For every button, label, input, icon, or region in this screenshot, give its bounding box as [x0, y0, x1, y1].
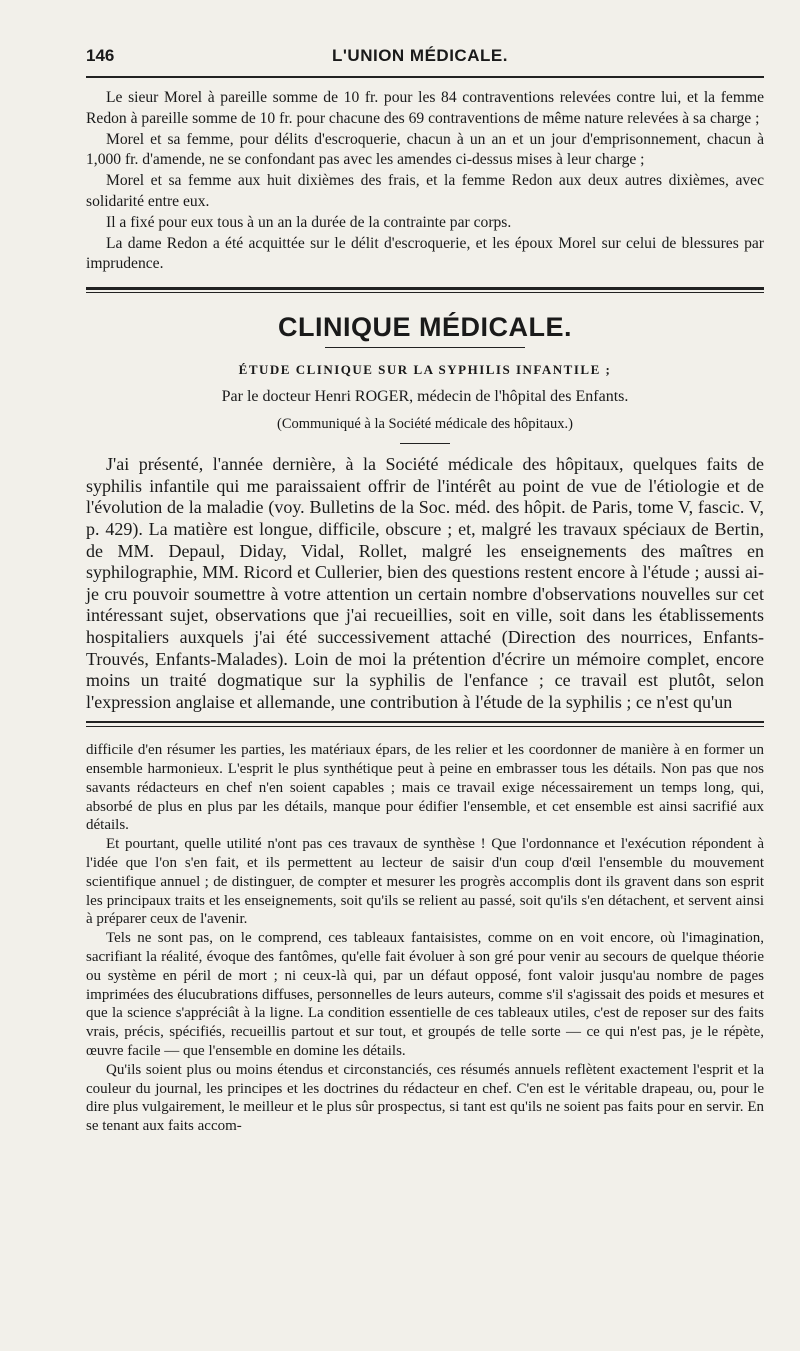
paragraph: J'ai présenté, l'année dernière, à la Société médicale des hôpitaux, quelques faits de syphilis infantile qui me paraissaient offrir de l'intérêt au point de vue de l'étiologie et de l'évolution de la maladie (voy. Bulletins de la Soc. méd. des hôpit. de Paris, tome V, fascic. V, p. 429). La matière est longue, difficile, obscure ; et, malgré les travaux spéciaux de Bertin, de MM. Depaul, Diday, Vidal, Rollet, malgré les enseignements des maîtres en syphilographie, MM. Ricord et Cullerier, bien des questions restent encore à l'étude ; aussi ai-je cru pouvoir soumettre à votre attention un certain nombre d'observations nouvelles sur cet intéressant sujet, observations que j'ai recueillies, soit en ville, soit dans les établissements hospitaliers auxquels j'ai été successivement attaché (Direction des nourrices, Enfants-Trouvés, Enfants-Malades). Loin de moi la prétention d'écrire un mémoire complet, encore moins un traité dogmatique sur la syphilis de l'enfance ; ce travail est plutôt, selon l'expression anglaise et allemande, une contribution à l'étude de la syphilis ; ce n'est qu'un — [86, 454, 764, 712]
feuilleton-text — [86, 741, 764, 1136]
page-number: 146 — [86, 46, 115, 65]
paragraph: difficile d'en résumer les parties, les matériaux épars, de les relier et les coordonner de manière à en former un ensemble harmonieux. L'esprit le plus synthétique peut à peine en embrasser tous les détails. Non pas que nos savants rédacteurs en chef n'en soient capables ; mais ce travail exige nécessairement un temps long, qui, absorbé de plus en plus par les détails, manque pour édifier l'ensemble, et cet ensemble est ainsi sacrifié aux détails. — [86, 742, 764, 834]
section-title: CLINIQUE MÉDICALE. — [277, 312, 572, 343]
article-body — [86, 454, 764, 713]
paragraph: Et pourtant, quelle utilité n'ont pas ces travaux de synthèse ! Que l'ordonnance et l'exécution répondent à l'idée que l'on s'en fait, et ils permettent au lecteur de saisir d'un coup d'œil l'ensemble du mouvement scientifique annuel ; de distinguer, de compter et mesurer les progrès accomplis dont ils gravent dans son esprit les principaux traits et les enseignements, soit qu'ils se relient au passé, soit qu'ils s'en détachent, et servent ainsi à préparer ceux de l'avenir. — [86, 836, 764, 928]
article-subtitle: ÉTUDE CLINIQUE SUR LA SYPHILIS INFANTILE ; — [238, 362, 612, 378]
paragraph: Il a fixé pour eux tous à un an la durée de la contrainte par corps. — [106, 213, 512, 231]
article-note: (Communiqué à la Société médicale des hôpitaux.) — [277, 416, 573, 433]
paragraph: Qu'ils soient plus ou moins étendus et circonstanciés, ces résumés annuels reflètent exactement l'esprit et la couleur du journal, les principes et les doctrines du rédacteur en chef. C'en est le véritable drapeau, ou, pour le dire plus vulgairement, le meilleur et le plus sûr prospectus, si tant est qu'ils ne soient pas faits pour en servir. En se tenant aux faits accom- — [86, 1061, 764, 1135]
section-divider — [86, 287, 764, 293]
short-divider — [400, 443, 450, 444]
article-author: Par le docteur Henri ROGER, médecin de l'hôpital des Enfants. — [221, 388, 629, 406]
paragraph: Morel et sa femme aux huit dixièmes des frais, et la femme Redon aux deux autres dixièmes, avec solidarité entre eux. — [86, 172, 764, 210]
paragraph: Morel et sa femme, pour délits d'escroquerie, chacun à un an et un jour d'emprisonnement, chacun à 1,000 fr. d'amende, ne se confondant pas avec les amendes ci-dessus mises à leur charge ; — [86, 130, 764, 169]
paragraph: Le sieur Morel à pareille somme de 10 fr. pour les 84 contraventions relevées contre lui, et la femme Redon à pareille somme de 10 fr. pour chacune des 69 contraventions de même nature relevées à sa charge ; — [86, 89, 764, 127]
running-title: L'UNION MÉDICALE. — [332, 46, 508, 65]
page-header — [86, 46, 764, 78]
paragraph: Tels ne sont pas, on le comprend, ces tableaux fantaisistes, comme on en voit encore, où l'imagination, sacrifiant la réalité, évoque des fantômes, qu'elle fait évoluer à son gré pour venir au secours de quelque théorie ou système en péril de mort ; ni ceux-là qui, par un défaut opposé, font valoir jusqu'au nombre de pages imprimées des élucubrations diffuses, personnelles de leurs auteurs, comme s'il s'agissait des poids et mesures et que la science s'appréciât à la ligne. La condition essentielle de ces tableaux utiles, c'est de reposer sur des faits vrais, précis, spécifiés, recueillis partout et sur tout, et groupés de telle sorte — ce qui n'est pas, je le répète, œuvre facile — que l'ensemble en domine les détails. — [86, 930, 764, 1060]
title-underline — [325, 347, 525, 348]
feuilleton-divider — [86, 721, 764, 727]
paragraph: La dame Redon a été acquittée sur le délit d'escroquerie, et les époux Morel sur celui de blessures par imprudence. — [86, 234, 764, 273]
court-ruling-text — [86, 88, 764, 275]
